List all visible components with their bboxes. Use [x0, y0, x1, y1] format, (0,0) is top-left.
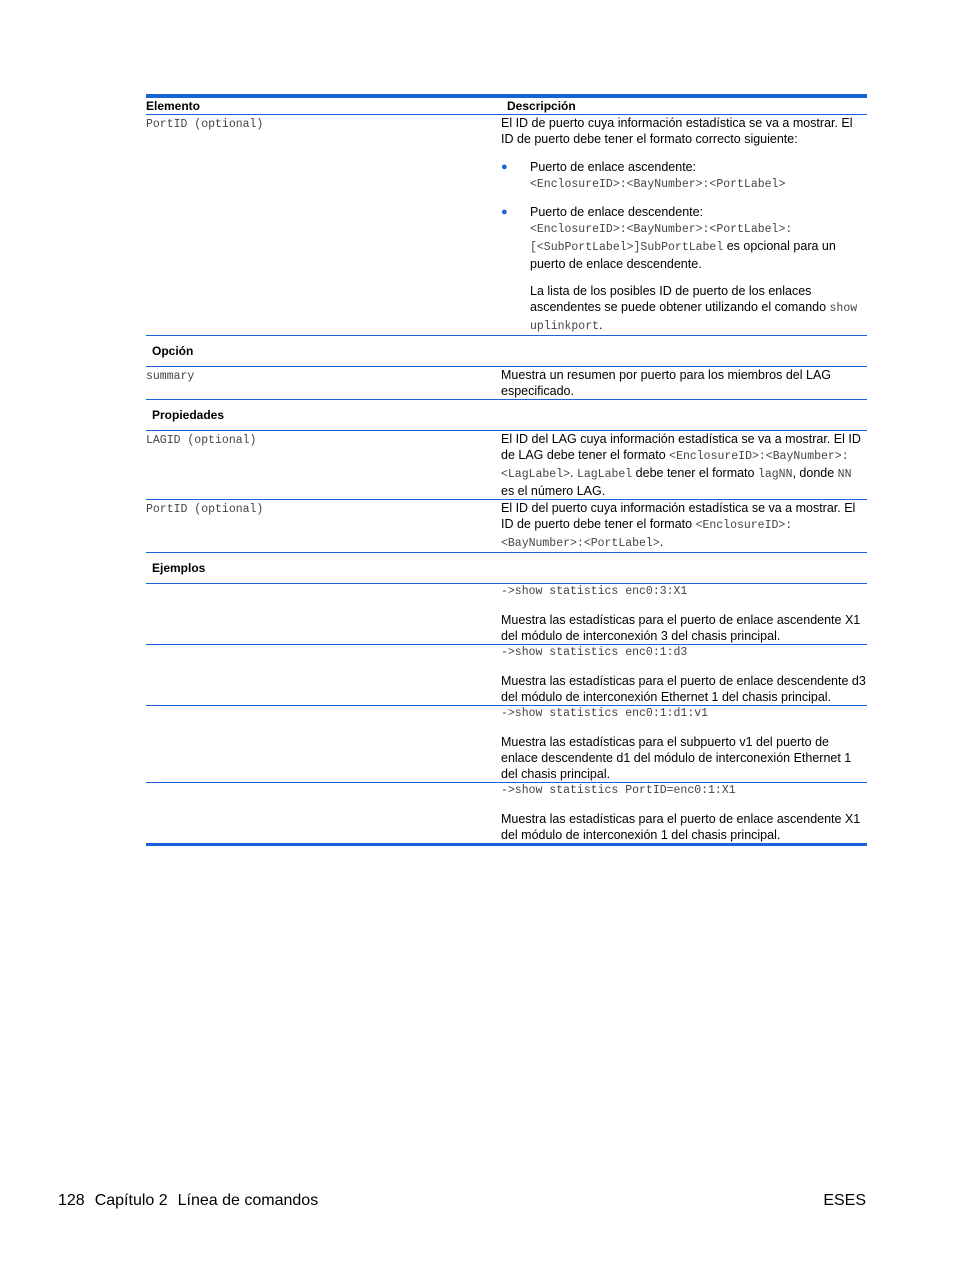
locale-code: ESES [823, 1192, 866, 1209]
section-heading-row [146, 553, 867, 584]
downlink-format-code: <EnclosureID>:<BayNumber>:<PortLabel>: [530, 223, 793, 236]
uplink-format-code: <EnclosureID>:<BayNumber>:<PortLabel> [530, 178, 786, 191]
uplink-list-note: La lista de los posibles ID de puerto de los enlaces ascendentes se puede obtener utilizando el comando show uplinkport. [530, 284, 858, 333]
example-description: Muestra las estadísticas para el puerto de enlace ascendente X1 del módulo de interconexión 1 del chasis principal. [501, 812, 861, 842]
summary-description: Muestra un resumen por puerto para los miembros del LAG especificado. [501, 367, 867, 400]
section-heading-row [146, 336, 867, 367]
portid2-element: PortID (optional) [146, 503, 264, 516]
section-option: Opción [146, 336, 867, 367]
portid2-description: El ID del puerto cuya información estadística se va a mostrar. El ID de puerto debe tener el formato <EnclosureID>:<BayNumber>:<PortLabel>. [501, 500, 867, 553]
table-row [146, 500, 867, 553]
section-examples: Ejemplos [146, 553, 867, 584]
list-item: ● Puerto de enlace descendente: <EnclosureID>:<BayNumber>:<PortLabel>: [<SubPortLabel>]SubPortLabel es opcional para un puerto de enlace descendente. [501, 205, 836, 271]
bullet-icon: ● [501, 206, 508, 218]
section-heading-row [146, 400, 867, 431]
example-description: Muestra las estadísticas para el puerto de enlace ascendente X1 del módulo de interconexión 3 del chasis principal. [501, 613, 861, 643]
table-row [146, 783, 867, 845]
lagid-description: El ID del LAG cuya información estadística se va a mostrar. El ID de LAG debe tener el formato <EnclosureID>:<BayNumber>:<LagLabel>. LagLabel debe tener el formato lagNN, donde NN es el número LAG. [501, 431, 867, 500]
page-number: 128 [58, 1192, 85, 1209]
chapter-label: Capítulo 2 [94, 1192, 168, 1209]
table-row [146, 115, 867, 336]
portid-format-list [501, 159, 867, 272]
summary-element: summary [146, 370, 195, 383]
section-properties: Propiedades [146, 400, 867, 431]
page-footer-left [58, 1192, 318, 1210]
table-row [146, 645, 867, 706]
example-description: Muestra las estadísticas para el puerto de enlace descendente d3 del módulo de interconexión Ethernet 1 del chasis principal. [501, 674, 866, 704]
example-command: ->show statistics enc0:1:d3 [501, 646, 688, 659]
portid-intro: El ID de puerto cuya información estadística se va a mostrar. El ID de puerto debe tener el formato correcto siguiente: [501, 116, 853, 146]
header-element: Elemento [146, 96, 501, 115]
parameters-table [146, 94, 867, 846]
chapter-title: Línea de comandos [177, 1192, 319, 1209]
table-row [146, 367, 867, 400]
command-code: show uplinkport [530, 302, 858, 333]
portid-element: PortID (optional) [146, 118, 264, 131]
table-header-row [146, 96, 867, 115]
bullet-icon: ● [501, 161, 508, 173]
example-command: ->show statistics enc0:3:X1 [501, 585, 688, 598]
header-description: Descripción [501, 96, 867, 115]
lagid-element: LAGID (optional) [146, 434, 257, 447]
table-row [146, 431, 867, 500]
table-row [146, 584, 867, 645]
example-command: ->show statistics enc0:1:d1:v1 [501, 707, 709, 720]
list-item: ● Puerto de enlace ascendente: <EnclosureID>:<BayNumber>:<PortLabel> [501, 160, 786, 191]
table-row [146, 706, 867, 783]
example-command: ->show statistics PortID=enc0:1:X1 [501, 784, 736, 797]
example-description: Muestra las estadísticas para el subpuerto v1 del puerto de enlace descendente d1 del módulo de interconexión Ethernet 1 del chasis principal. [501, 735, 852, 781]
